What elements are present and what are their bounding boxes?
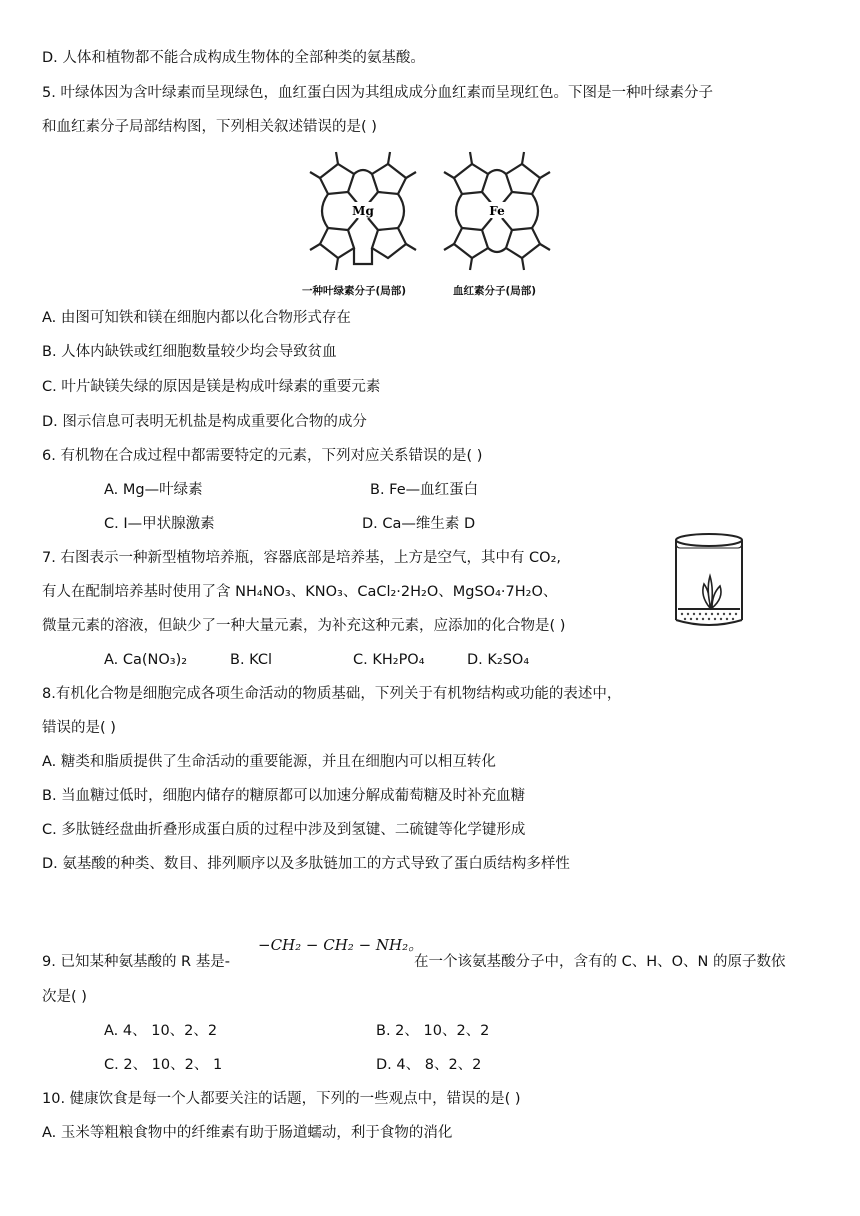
q9-stem-line2: 次是( ) [42, 989, 87, 1005]
q6-option-b: B. Fe—血红蛋白 [370, 482, 479, 498]
q6-option-a: A. Mg—叶绿素 [104, 482, 203, 498]
q5-option-a: A. 由图可知铁和镁在细胞内都以化合物形式存在 [42, 310, 351, 326]
q10-stem: 10. 健康饮食是每一个人都要关注的话题，下列的一些观点中，错误的是( ) [42, 1091, 521, 1107]
q7-option-a: A. Ca(NO₃)₂ [104, 652, 188, 668]
q6-option-d: D. Ca—维生素 D [362, 516, 476, 532]
q7-stem-line2: 有人在配制培养基时使用了含 NH₄NO₃、KNO₃、CaCl₂·2H₂O、MgSO₄·7H₂O、 [42, 584, 558, 600]
q4-option-d: D. 人体和植物都不能合成构成生物体的全部种类的氨基酸。 [42, 50, 425, 66]
q8-option-c: C. 多肽链经盘曲折叠形成蛋白质的过程中涉及到氢键、二硫键等化学键形成 [42, 822, 526, 838]
q7-option-b: B. KCl [230, 652, 273, 668]
chlorophyll-caption: 一种叶绿素分子(局部) [302, 285, 407, 297]
q7-stem-line3: 微量元素的溶液，但缺少了一种大量元素，为补充这种元素，应添加的化合物是( ) [42, 618, 566, 634]
q7-option-c: C. KH₂PO₄ [353, 652, 425, 668]
q9-option-d: D. 4、 8、2、2 [376, 1057, 482, 1073]
q5-option-d: D. 图示信息可表明无机盐是构成重要化合物的成分 [42, 414, 367, 430]
q9-r-group-formula: −CH₂ − CH₂ − NH₂。 [258, 936, 424, 954]
q9-option-b: B. 2、 10、2、2 [376, 1023, 490, 1039]
q6-option-c: C. I—甲状腺激素 [104, 516, 215, 532]
heme-caption: 血红素分子(局部) [453, 285, 537, 297]
q5-stem-line1: 5. 叶绿体因为含叶绿素而呈现绿色，血红蛋白因为其组成成分血红素而呈现红色。下图是一种叶绿素分子 [42, 85, 713, 101]
q8-option-b: B. 当血糖过低时，细胞内储存的糖原都可以加速分解成葡萄糖及时补充血糖 [42, 788, 526, 804]
q8-stem-line2: 错误的是( ) [42, 720, 116, 736]
plant-culture-bottle-figure [670, 530, 748, 634]
q7-option-d: D. K₂SO₄ [467, 652, 530, 668]
q8-stem-line1: 8.有机化合物是细胞完成各项生命活动的物质基础，下列关于有机物结构或功能的表述中， [42, 686, 622, 702]
heme-metal-label: Fe [489, 204, 505, 218]
q9-stem-line1b: 在一个该氨基酸分子中，含有的 C、H、O、N 的原子数依 [414, 954, 786, 970]
q9-option-c: C. 2、 10、2、 1 [104, 1057, 223, 1073]
q6-stem: 6. 有机物在合成过程中都需要特定的元素，下列对应关系错误的是( ) [42, 448, 483, 464]
q8-option-a: A. 糖类和脂质提供了生命活动的重要能源，并且在细胞内可以相互转化 [42, 754, 496, 770]
q5-option-c: C. 叶片缺镁失绿的原因是镁是构成叶绿素的重要元素 [42, 379, 381, 395]
q5-stem-line2: 和血红素分子局部结构图，下列相关叙述错误的是( ) [42, 119, 377, 135]
q9-stem-line1a: 9. 已知某种氨基酸的 R 基是- [42, 954, 230, 970]
heme-molecule-figure [432, 146, 562, 276]
q8-option-d: D. 氨基酸的种类、数目、排列顺序以及多肽链加工的方式导致了蛋白质结构多样性 [42, 856, 570, 872]
q9-option-a: A. 4、 10、2、2 [104, 1023, 218, 1039]
q10-option-a: A. 玉米等粗粮食物中的纤维素有助于肠道蠕动，利于食物的消化 [42, 1125, 453, 1141]
q7-stem-line1: 7. 右图表示一种新型植物培养瓶，容器底部是培养基，上方是空气，其中有 CO₂, [42, 550, 562, 566]
chlorophyll-metal-label: Mg [352, 204, 374, 218]
chlorophyll-molecule-figure [298, 146, 428, 276]
q5-option-b: B. 人体内缺铁或红细胞数量较少均会导致贫血 [42, 344, 337, 360]
